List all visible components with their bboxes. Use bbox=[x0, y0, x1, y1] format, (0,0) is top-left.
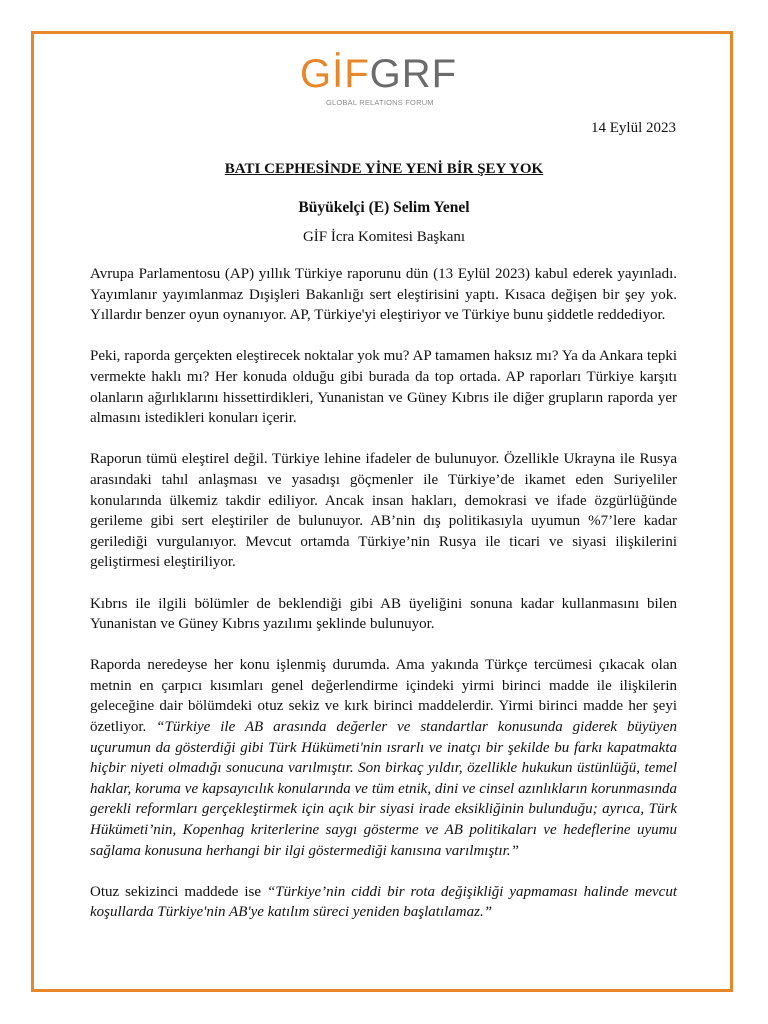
document-date: 14 Eylül 2023 bbox=[591, 120, 676, 136]
logo-grf-text: GRF bbox=[369, 52, 458, 96]
logo-gif-text: GİF bbox=[300, 52, 370, 96]
document-body bbox=[90, 264, 677, 944]
paragraph-1: Avrupa Parlamentosu (AP) yıllık Türkiye raporunu dün (13 Eylül 2023) kabul ederek yayınladı. Yayımlanır yayımlanmaz Dışişleri Bakanlığı sert eleştirisini yaptı. Kısaca değişen bir şey yok. Yıllardır benzer oyun oynanıyor. AP, Türkiye'yi eleştiriyor ve Türkiye bunu şiddetle reddediyor. bbox=[90, 266, 677, 324]
document-title: BATI CEPHESİNDE YİNE YENİ BİR ŞEY YOK bbox=[224, 161, 544, 177]
paragraph-6-text: Otuz sekizinci maddede ise bbox=[90, 883, 267, 900]
paragraph-2: Peki, raporda gerçekten eleştirecek noktalar yok mu? AP tamamen haksız mı? Ya da Ankara tepki vermekte haklı mı? Her konuda olduğu gibi burada da top ortada. AP raporları Türkiye karşıtı olanların ağırlıklarını hissettirdikleri, Yunanistan ve Güney Kıbrıs ile diğer grupların raporda yer almasını istedikleri konuları içerir. bbox=[90, 348, 677, 427]
gif-grf-logo bbox=[298, 52, 498, 112]
paragraph-6-quote: “Türkiye’nin ciddi bir rota değişikliği yapmaması halinde mevcut koşullarda Türkiye'nin AB'ye katılım süreci yeniden başlatılamaz.” bbox=[90, 883, 677, 921]
logo-subtitle: GLOBAL RELATIONS FORUM bbox=[326, 98, 434, 107]
logo-wordmark bbox=[300, 52, 457, 96]
paragraph-3: Raporun tümü eleştirel değil. Türkiye lehine ifadeler de bulunuyor. Özellikle Ukrayna ile Rusya arasındaki tahıl anlaşması ve yasadışı göçmenler ile Türkiye’de ikamet eden Suriyeliler konularında ülkemiz takdir ediliyor. Ancak insan hakları, demokrasi ve ifade özgürlüğünde gerileme gibi sert eleştiriler de bulunuyor. AB’nin dış politikasıyla uyumun %7’lere kadar gerilediği vurgulanıyor. Mevcut ortamda Türkiye’nin Rusya ile ticari ve siyasi ilişkilerini geliştirmesi eleştiriliyor. bbox=[90, 451, 677, 571]
author-name: Büyükelçi (E) Selim Yenel bbox=[298, 199, 470, 216]
paragraph-5-quote: “Türkiye ile AB arasında değerler ve standartlar konusunda giderek büyüyen uçurumun da gösterdiği gibi Türk Hükümeti'nin ısrarlı ve inatçı bir şekilde bu farkı kapatmakta hiçbir niyeti olmadığı sonucuna varılmıştır. Son birkaç yıldır, özellikle hukukun üstünlüğü, temel haklar, koruma ve kapsayıcılık konularında ve tüm etnik, dini ve cinsel azınlıkların korunmasında gerekli reformları gerçekleştirmek için açık bir siyasi irade eksikliğinin bulunduğu; ayrıca, Türk Hükümeti’nin, Kopenhag kriterlerine saygı gösterme ve AB politikaları ve hedeflerine uyumu sağlama konusuna herhangi bir ilgi göstermediği kanısına varılmıştır.” bbox=[90, 719, 677, 859]
paragraph-6 bbox=[90, 882, 677, 923]
author-role: GİF İcra Komitesi Başkanı bbox=[302, 229, 466, 245]
paragraph-4: Kıbrıs ile ilgili bölümler de beklendiği gibi AB üyeliğini sonuna kadar kullanmasını bilen Yunanistan ve Güney Kıbrıs yazılımı şeklinde bulunuyor. bbox=[90, 595, 677, 633]
paragraph-5 bbox=[90, 655, 677, 861]
paragraph-5-text: Raporda neredeyse her konu işlenmiş durumda. Ama yakında Türkçe tercümesi çıkacak olan metnin en çarpıcı kısımları genel değerlendirme içindeki yirmi birinci madde ile ilişkilerin geleceğine dair bölümdeki otuz sekiz ve kırk birinci maddelerdir. Yirmi birinci madde her şeyi özetliyor. bbox=[90, 657, 677, 736]
